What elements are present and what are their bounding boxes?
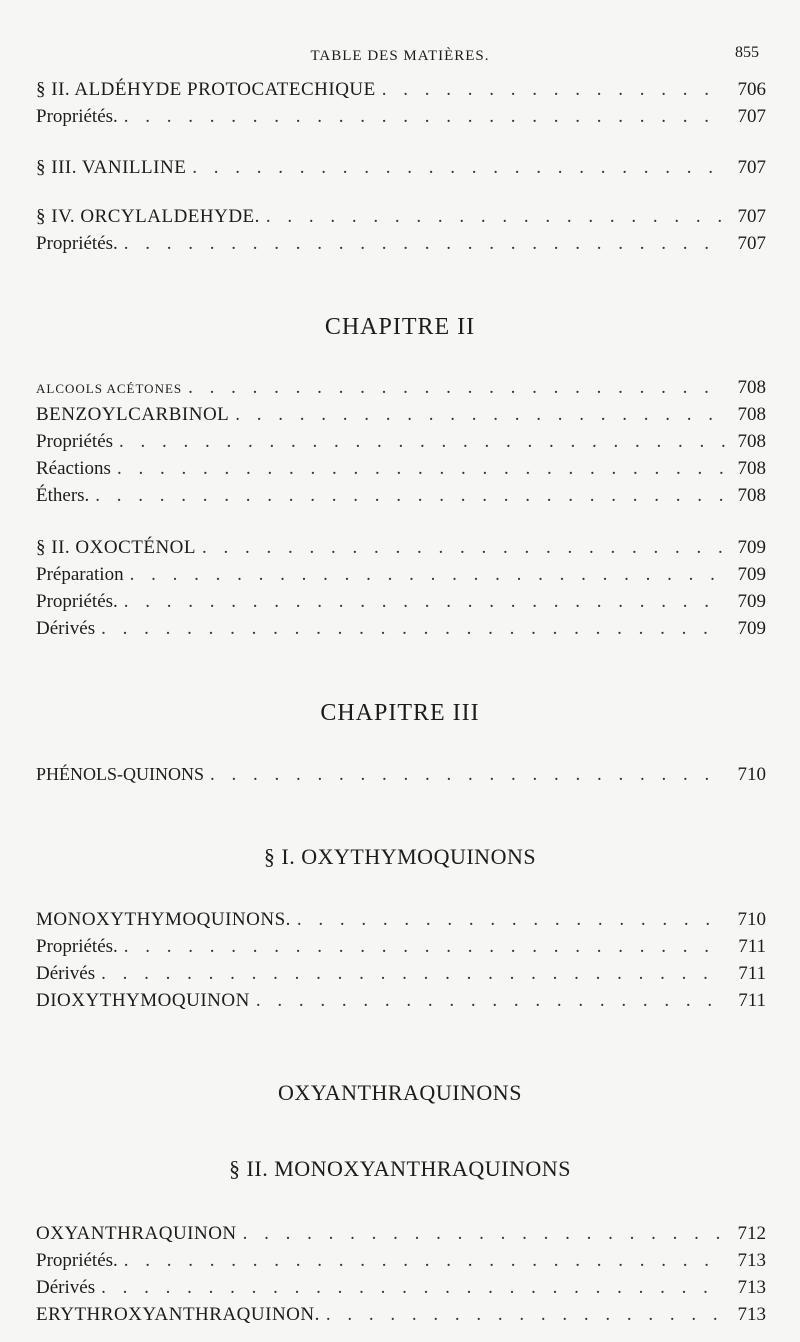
- toc-entry: [36, 205, 766, 229]
- toc-entry: [36, 1276, 766, 1300]
- chapter-heading: CHAPITRE II: [324, 314, 476, 340]
- toc-entry-page: 712: [737, 1223, 766, 1244]
- dot-leader: [188, 376, 726, 400]
- dot-leader: [101, 962, 726, 986]
- toc-entry: [36, 962, 766, 986]
- toc-entry-page: 707: [737, 106, 766, 127]
- dot-leader: [124, 1249, 726, 1273]
- dot-leader: [124, 935, 726, 959]
- toc-entry: [36, 617, 766, 641]
- toc-entry-page: 710: [737, 764, 766, 785]
- toc-entry-label: ALCOOLS ACÉTONES: [36, 381, 183, 396]
- toc-entry: [36, 156, 766, 180]
- section-heading: § II. MONOXYANTHRAQUINONS: [229, 1156, 571, 1181]
- toc-entry: [36, 457, 766, 481]
- dot-leader: [256, 989, 726, 1013]
- toc-entry-page: 709: [737, 591, 766, 612]
- toc-entry-page: 707: [737, 233, 766, 254]
- dot-leader: [95, 484, 726, 508]
- section-heading: § I. OXYTHYMOQUINONS: [263, 844, 537, 869]
- toc-entry: [36, 232, 766, 256]
- toc-entry-label: Éthers.: [36, 485, 90, 506]
- toc-entry-page: 707: [737, 157, 766, 178]
- toc-entry: [36, 1303, 766, 1327]
- toc-entry-label: § IV. ORCYLALDEHYDE.: [36, 206, 260, 227]
- dot-leader: [382, 78, 726, 102]
- toc-entry-label: § III. VANILLINE: [36, 157, 187, 178]
- toc-entry-label: PHÉNOLS-QUINONS: [36, 764, 205, 784]
- dot-leader: [266, 205, 726, 229]
- toc-entry: [36, 1222, 766, 1246]
- toc-entry: [36, 484, 766, 508]
- dot-leader: [124, 232, 726, 256]
- chapter-heading: CHAPITRE III: [320, 700, 480, 726]
- toc-entry-label: OXYANTHRAQUINON: [36, 1223, 237, 1244]
- toc-entry: [36, 78, 766, 102]
- toc-entry-label: Réactions: [36, 458, 111, 479]
- toc-entry-page: 708: [737, 404, 766, 425]
- toc-entry-label: Dérivés: [36, 618, 96, 639]
- toc-entry-label: Propriétés.: [36, 591, 118, 612]
- toc-entry-label: BENZOYLCARBINOL: [36, 404, 230, 425]
- toc-entry: [36, 563, 766, 587]
- dot-leader: [297, 908, 726, 932]
- toc-entry-page: 711: [738, 963, 766, 984]
- toc-entry-page: 711: [738, 936, 766, 957]
- toc-entry-label: Préparation: [36, 564, 124, 585]
- toc-entry: [36, 430, 766, 454]
- toc-entry-label: DIOXYTHYMOQUINON: [36, 990, 250, 1011]
- dot-leader: [124, 105, 726, 129]
- dot-leader: [210, 763, 726, 787]
- dot-leader: [119, 430, 726, 454]
- toc-entry-page: 709: [737, 618, 766, 639]
- toc-entry: [36, 935, 766, 959]
- toc-entry: [36, 1249, 766, 1273]
- toc-entry-page: 708: [737, 377, 766, 398]
- page-header-title: TABLE DES MATIÈRES.: [310, 48, 490, 64]
- page-number: 855: [735, 44, 759, 61]
- toc-entry-page: 709: [737, 564, 766, 585]
- toc-entry-label: ERYTHROXYANTHRAQUINON.: [36, 1304, 320, 1325]
- section-heading: OXYANTHRAQUINONS: [278, 1080, 522, 1105]
- toc-entry-label: Dérivés: [36, 1277, 96, 1298]
- dot-leader: [243, 1222, 726, 1246]
- toc-entry-page: 706: [737, 79, 766, 100]
- dot-leader: [202, 536, 726, 560]
- toc-entry: [36, 590, 766, 614]
- toc-entry-label: § II. ALDÉHYDE PROTOCATECHIQUE: [36, 79, 376, 100]
- toc-entry-label: MONOXYTHYMOQUINONS.: [36, 909, 291, 930]
- dot-leader: [117, 457, 726, 481]
- dot-leader: [124, 590, 726, 614]
- toc-entry-page: 711: [738, 990, 766, 1011]
- dot-leader: [101, 1276, 726, 1300]
- toc-entry-label: Propriétés: [36, 431, 114, 452]
- toc-entry-page: 707: [737, 206, 766, 227]
- toc-entry-label: Dérivés: [36, 963, 96, 984]
- toc-entry-page: 713: [737, 1304, 766, 1325]
- dot-leader: [235, 403, 726, 427]
- toc-entry-label: Propriétés.: [36, 1250, 118, 1271]
- toc-entry: [36, 105, 766, 129]
- toc-entry: [36, 762, 766, 786]
- dot-leader: [326, 1303, 726, 1327]
- toc-entry: [36, 908, 766, 932]
- toc-entry-page: 713: [737, 1277, 766, 1298]
- toc-entry-page: 708: [737, 458, 766, 479]
- dot-leader: [101, 617, 726, 641]
- dot-leader: [192, 156, 726, 180]
- toc-entry-label: Propriétés.: [36, 106, 118, 127]
- toc-entry-label: Propriétés.: [36, 936, 118, 957]
- toc-entry-label: § II. OXOCTÉNOL: [36, 537, 197, 558]
- toc-entry-page: 709: [737, 537, 766, 558]
- dot-leader: [130, 563, 726, 587]
- toc-entry-label: Propriétés.: [36, 233, 118, 254]
- toc-entry-page: 708: [737, 485, 766, 506]
- toc-entry-page: 708: [737, 431, 766, 452]
- toc-entry: [36, 376, 766, 400]
- toc-entry-page: 713: [737, 1250, 766, 1271]
- toc-entry: [36, 536, 766, 560]
- toc-entry: [36, 403, 766, 427]
- toc-entry-page: 710: [737, 909, 766, 930]
- toc-entry: [36, 989, 766, 1013]
